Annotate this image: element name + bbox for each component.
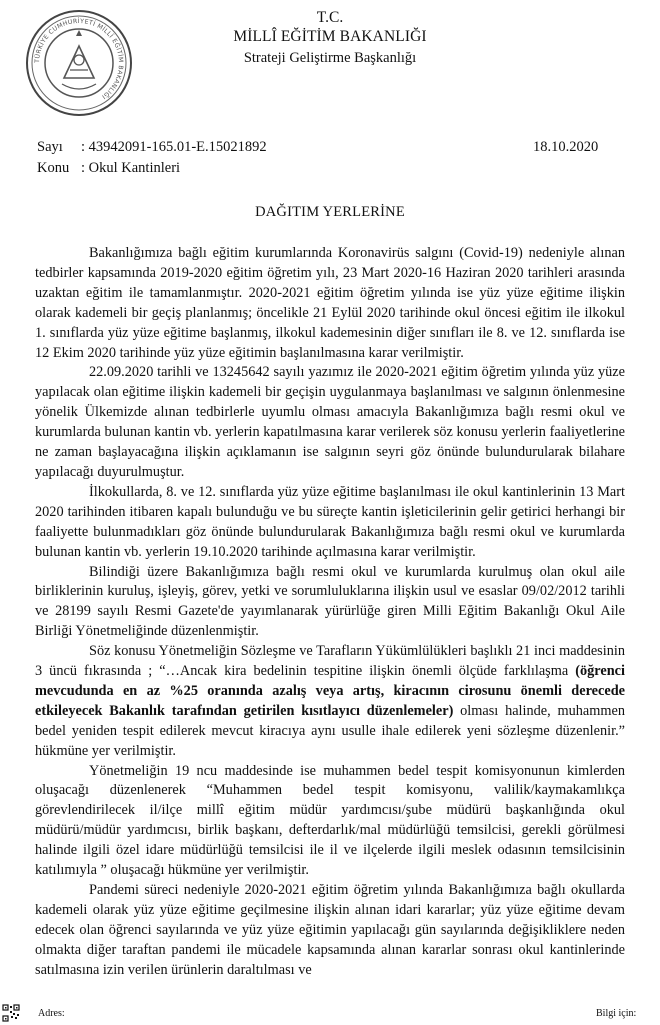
paragraph-6: Yönetmeliğin 19 ncu maddesinde ise muhammen bedel tespit komisyonunun kimlerden oluşacağı düzenlenerek “Muhammen bedel tespit komisyonu, valilik/kaymakamlıkça görevlendirilecek il/ilçe millî eğitim müdür yardımcısı/şube müdürü başkanlığında okul müdürü/müdür yardımcısı, birlik başkanı, defterdarlık/mal müdürlüğü temsilcisi, gerekli görülmesi halinde ilgili özel idare müdürlüğü temsilcisi ile il ve ilçelerde ilgili meslek odasının temsilcisinin katılımıyla ” oluşacağı hükmüne yer verilmiştir. [35, 762, 625, 879]
subject-value: : Okul Kantinleri [81, 160, 181, 176]
paragraph-3: İlkokullarda, 8. ve 12. sınıflarda yüz yüze eğitime başlanılması ile okul kantinlerinin 13 Mart 2020 tarihinden itibaren kapalı bulunduğu ve bu süreçte kantin işleticilerinin gelir getirici herhangi bir faaliyette bulunmadıkları göz önünde bulundurularak Bakanlığımıza bağlı resmi okul ve kurumlarda bulunan kantin vb. yerlerin 19.10.2020 tarihinde açılmasına karar verilmiştir. [35, 483, 625, 560]
paragraph-2: 22.09.2020 tarihli ve 13245642 sayılı yazımız ile 2020-2021 eğitim öğretim yılında yüz yüze yapılacak olan eğitime ilişkin kademeli bir geçişin uygulanmaya başlanılması ve salgının önlenmesine yönelik Ülkemizde alınan tedbirlerle uyumlu olması amacıyla Bakanlığımıza bağlı resmi okul ve kurumlarda bulunan kantin vb. yerlerin kapatılmasına karar verilerek söz konusu yerlerin faaliyetlerine ne zaman başlayacağına ilişkin açıklamanın ise salgının seyri göz önünde bulundurularak bilahare yapılacağı duyurulmuştur. [35, 364, 625, 480]
reference-number-row [37, 140, 267, 155]
subject-label: Konu [37, 160, 70, 176]
paragraph-1: Bakanlığımıza bağlı eğitim kurumlarında Koronavirüs salgını (Covid-19) nedeniyle alınan tedbirler kapsamında 2019-2020 eğitim öğretim yılı, 23 Mart 2020-16 Haziran 2020 tarihleri arasında uzaktan eğitim ile tamamlanmıştır. 2020-2021 eğitim öğretim yılında ise yüz yüze eğitime ilişkin olarak kademeli bir geçiş planlanmış; öncelikle 21 Eylül 2020 tarihinde okul öncesi eğitim ile ilkokul 1. sınıflarda yüz yüze eğitime başlanmış, ilkokul kademesinin diğer sınıfları ile 8. ve 12. sınıflarda ise 12 Ekim 2020 tarihinde yüz yüze eğitimin başlanılmasına karar verilmiştir. [35, 245, 625, 361]
qr-code-icon [2, 1004, 20, 1022]
reference-number-value: : 43942091-165.01-E.15021892 [81, 139, 267, 155]
paragraph-5-part-c: olması halinde, muhammen bedel yeniden tespit edilerek mevcut kiracıya aynı usulle ihale edilerek yeni sözleşme düzenlenir.” hükmüne yer verilmiştir. [35, 702, 626, 759]
document-date: 18.10.2020 [533, 139, 599, 155]
paragraph-4: Bilindiği üzere Bakanlığımıza bağlı resmi okul ve kurumlarda kurulmuş olan okul aile birliklerinin kuruluş, işleyiş, görev, yetki ve sorumluluklarına ilişkin usul ve esaslar 09/02/2012 tarihli ve 28199 sayılı Resmi Gazete'de yayımlanarak yürürlüğe giren Milli Eğitim Bakanlığı Okul Aile Birliği Yönetmeliğinde düzenlenmiştir. [35, 563, 625, 640]
footer-address-label: Adres: [38, 1008, 65, 1019]
reference-number-label: Sayı [37, 139, 63, 155]
paragraph-5-bold: (öğrenci mevcudunda en az %25 oranında azalış veya artış, kiracının cirosunu önemli derecede etkileyecek Bakanlık tarafından getirilen kısıtlayıcı düzenlemeler) [35, 663, 625, 719]
header-ministry-name: MİLLÎ EĞİTİM BAKANLIĞI [233, 28, 427, 45]
header-department: Strateji Geliştirme Başkanlığı [243, 50, 417, 66]
paragraph-5 [35, 642, 625, 761]
paragraph-7: Pandemi süreci nedeniyle 2020-2021 eğitim öğretim yılında Bakanlığımıza bağlı okullarda kademeli olarak yüz yüze eğitime geçilmesine ilişkin alınan idari kararlar; yüz yüze eğitime devam edecek olan öğrenci sayılarında ve yüz yüze eğitimin yapılacağı gün sayılarında değişikliklere neden olmakta diğer taraftan pandemi ile mücadele kapsamında alınan kararlar sonrası okul kantinlerinde satılmasına izin verilen ürünlerin daraltılması ve [35, 882, 625, 978]
footer-info-label: Bilgi için: [596, 1008, 637, 1019]
paragraph-5-part-a: Söz konusu Yönetmeliğin Sözleşme ve Tarafların Yükümlülükleri başlıklı 21 inci maddesinin 3 üncü fıkrasında ; “…Ancak kira bedelinin tespitine ilişkin önemli ölçüde farklılaşma [35, 643, 625, 680]
ministry-seal-icon [24, 8, 134, 118]
subject-row [37, 161, 180, 176]
recipient-heading: DAĞITIM YERLERİNE [255, 204, 405, 220]
letter-body [35, 244, 625, 981]
svg-text:TÜRKİYE CUMHURİYETİ MİLLÎ EĞİT: TÜRKİYE CUMHURİYETİ MİLLÎ EĞİTİM BAKANLIĞI [33, 17, 125, 101]
header-line-tc: T.C. [316, 9, 344, 26]
